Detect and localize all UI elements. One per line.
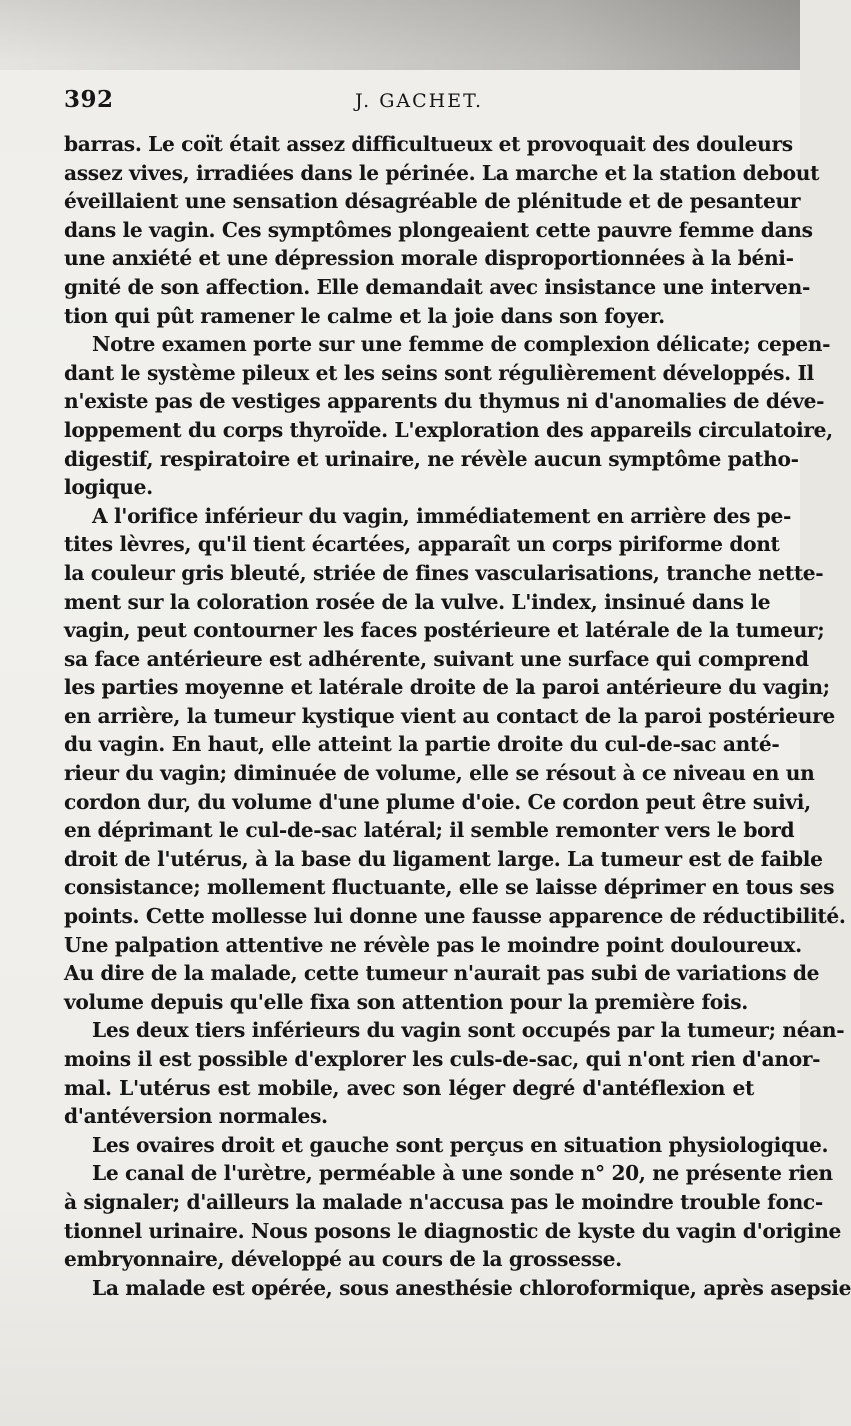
text-line: droit de l'utérus, à la base du ligament large. La tumeur est de faible [64,846,823,871]
text-line: n'existe pas de vestiges apparents du thymus ni d'anomalies de déve- [64,389,825,414]
text-line: assez vives, irradiées dans le périnée. La marche et la station debout [64,160,820,185]
text-line: Au dire de la malade, cette tumeur n'aurait pas subi de variations de [64,961,820,986]
text-line: tites lèvres, qu'il tient écartées, apparaît un corps piriforme dont [64,532,780,557]
text-line: ment sur la coloration rosée de la vulve. L'index, insinué dans le [64,589,771,614]
text-line: mal. L'utérus est mobile, avec son léger degré d'antéflexion et [64,1075,754,1100]
text-line: consistance; mollement fluctuante, elle se laisse déprimer en tous ses [64,875,835,900]
text-line: loppement du corps thyroïde. L'exploration des appareils circulatoire, [64,417,833,442]
text-line: Le canal de l'urètre, perméable à une sonde n° 20, ne présente rien [92,1161,833,1186]
text-line: du vagin. En haut, elle atteint la partie droite du cul-de-sac anté- [64,732,780,757]
text-line: tionnel urinaire. Nous posons le diagnostic de kyste du vagin d'origine [64,1218,842,1243]
text-line: Une palpation attentive ne révèle pas le moindre point douloureux. [64,932,802,957]
text-line: éveillaient une sensation désagréable de plénitude et de pesanteur [64,189,801,214]
text-line: volume depuis qu'elle fixa son attention pour la première fois. [64,989,748,1014]
text-line: dant le système pileux et les seins sont régulièrement développés. Il [64,360,814,385]
text-line: les parties moyenne et latérale droite de la paroi antérieure du vagin; [64,675,830,700]
text-line: embryonnaire, développé au cours de la grossesse. [64,1247,622,1272]
text-line: en déprimant le cul-de-sac latéral; il semble remonter vers le bord [64,818,795,843]
text-line: gnité de son affection. Elle demandait avec insistance une interven- [64,274,811,299]
text-line: barras. Le coït était assez difficultueux et provoquait des douleurs [64,132,793,156]
page-number: 392 [64,86,114,113]
text-line: vagin, peut contourner les faces postérieure et latérale de la tumeur; [64,618,825,643]
page-header [64,86,754,122]
text-line: la couleur gris bleuté, striée de fines vascularisations, tranche nette- [64,560,824,585]
text-line: Notre examen porte sur une femme de complexion délicate; cepen- [92,332,831,357]
text-line: moins il est possible d'explorer les culs-de-sac, qui n'ont rien d'anor- [64,1047,821,1071]
text-line: Les ovaires droit et gauche sont perçus en situation physiologique. [92,1132,829,1157]
text-line: d'antéversion normales. [64,1104,328,1129]
text-line: à signaler; d'ailleurs la malade n'accusa pas le moindre trouble fonc- [64,1189,823,1214]
scan-shadow [0,0,800,70]
text-line: A l'orifice inférieur du vagin, immédiatement en arrière des pe- [92,503,792,528]
text-line: points. Cette mollesse lui donne une fausse apparence de réductibilité. [64,904,846,929]
text-line: sa face antérieure est adhérente, suivant une surface qui comprend [64,646,809,671]
text-line: logique. [64,475,153,500]
text-line: digestif, respiratoire et urinaire, ne révèle aucun symptôme patho- [64,446,799,471]
text-line: en arrière, la tumeur kystique vient au contact de la paroi postérieure [64,703,835,728]
text-line: une anxiété et une dépression morale disproportionnées à la béni- [64,246,794,271]
text-line: cordon dur, du volume d'une plume d'oie. Ce cordon peut être suivi, [64,789,811,814]
running-head: J. GACHET. [354,90,484,112]
text-line: tion qui pût ramener le calme et la joie dans son foyer. [64,303,665,328]
text-line: dans le vagin. Ces symptômes plongeaient cette pauvre femme dans [64,217,813,242]
text-line: La malade est opérée, sous anesthésie chloroformique, après asepsie [92,1275,851,1300]
text-line: rieur du vagin; diminuée de volume, elle se résout à ce niveau en un [64,761,815,786]
text-line: Les deux tiers inférieurs du vagin sont occupés par la tumeur; néan- [92,1018,845,1043]
body-text [64,130,851,1302]
